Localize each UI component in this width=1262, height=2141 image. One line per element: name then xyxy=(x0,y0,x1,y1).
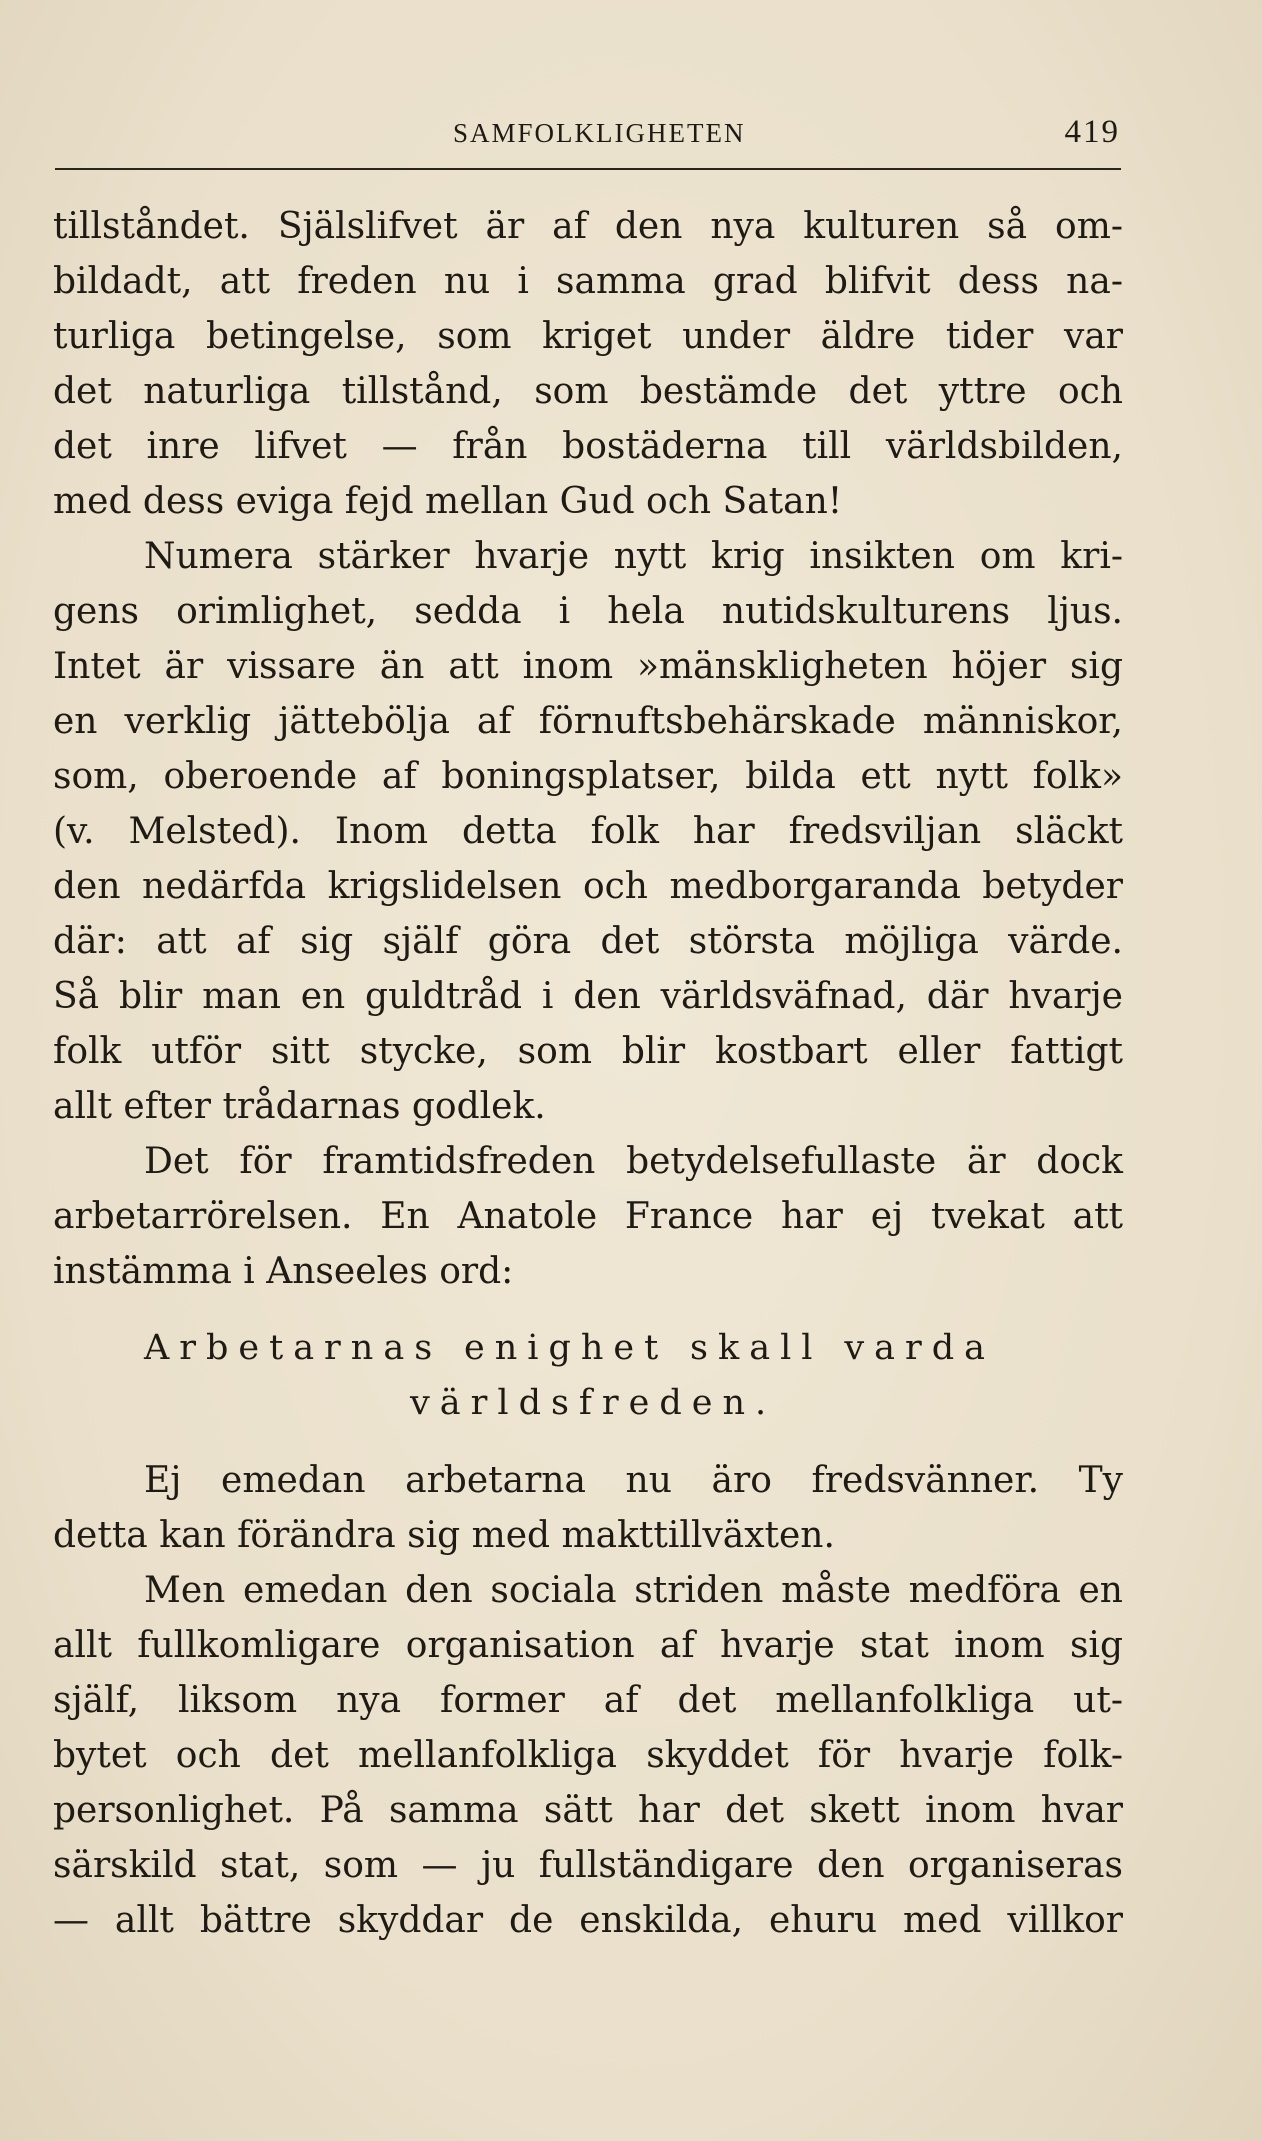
text-line: arbetarrörelsen. En Anatole France har ej tvekat att xyxy=(53,1196,1123,1237)
text-line: allt fullkomligare organisation af hvarje stat inom sig xyxy=(53,1625,1123,1666)
block-quote xyxy=(53,1321,1123,1431)
text-line: gens orimlighet, sedda i hela nutidskulturens ljus. xyxy=(53,591,1123,632)
text-line: Numera stärker hvarje nytt krig insikten om kri- xyxy=(144,536,1123,577)
quote-line: världsfreden. xyxy=(410,1383,777,1423)
page-header xyxy=(55,114,1120,158)
running-title: SAMFOLKLIGHETEN xyxy=(453,118,746,148)
paragraph xyxy=(53,1134,1123,1299)
text-line: det naturliga tillstånd, som bestämde det yttre och xyxy=(53,371,1123,412)
text-line: en verklig jättebölja af förnuftsbehärskade människor, xyxy=(53,701,1123,742)
text-line: tillståndet. Själslifvet är af den nya kulturen så om- xyxy=(53,206,1123,247)
quote-line: Arbetarnas enighet skall varda xyxy=(144,1328,995,1368)
paragraph xyxy=(53,529,1123,1134)
paragraph xyxy=(53,1563,1123,1948)
text-line: (v. Melsted). Inom detta folk har fredsviljan släckt xyxy=(53,811,1123,852)
spacer xyxy=(53,1299,1123,1321)
text-line: bytet och det mellanfolkliga skyddet för hvarje folk- xyxy=(53,1735,1123,1776)
text-line: Ej emedan arbetarna nu äro fredsvänner. Ty xyxy=(144,1460,1123,1501)
page-number: 419 xyxy=(1064,114,1120,150)
text-line: — allt bättre skyddar de enskilda, ehuru med villkor xyxy=(53,1900,1123,1941)
text-line: Så blir man en guldtråd i den världsväfnad, där hvarje xyxy=(53,976,1123,1017)
text-line: personlighet. På samma sätt har det skett inom hvar xyxy=(53,1790,1123,1831)
text-line: med dess eviga fejd mellan Gud och Satan! xyxy=(53,481,843,522)
text-line: folk utför sitt stycke, som blir kostbart eller fattigt xyxy=(53,1031,1123,1072)
text-line: själf, liksom nya former af det mellanfolkliga ut- xyxy=(53,1680,1123,1721)
spacer xyxy=(53,1431,1123,1453)
text-line: där: att af sig själf göra det största möjliga värde. xyxy=(53,921,1123,962)
text-line: Men emedan den sociala striden måste medföra en xyxy=(144,1570,1123,1611)
text-line: allt efter trådarnas godlek. xyxy=(53,1086,546,1127)
header-rule xyxy=(55,168,1121,170)
body-text xyxy=(53,199,1123,1948)
text-line: turliga betingelse, som kriget under äldre tider var xyxy=(53,316,1123,357)
text-line: Det för framtidsfreden betydelsefullaste är dock xyxy=(144,1141,1123,1182)
text-line: den nedärfda krigslidelsen och medborgaranda betyder xyxy=(53,866,1123,907)
text-line: detta kan förändra sig med makttillväxten. xyxy=(53,1515,835,1556)
text-line: det inre lifvet — från bostäderna till världsbilden, xyxy=(53,426,1123,467)
text-line: instämma i Anseeles ord: xyxy=(53,1251,514,1292)
text-line: Intet är vissare än att inom »mänskligheten höjer sig xyxy=(53,646,1123,687)
text-line: som, oberoende af boningsplatser, bilda ett nytt folk» xyxy=(53,756,1123,797)
paragraph xyxy=(53,199,1123,529)
text-line: bildadt, att freden nu i samma grad blifvit dess na- xyxy=(53,261,1123,302)
paragraph xyxy=(53,1453,1123,1563)
text-line: särskild stat, som — ju fullständigare den organiseras xyxy=(53,1845,1123,1886)
